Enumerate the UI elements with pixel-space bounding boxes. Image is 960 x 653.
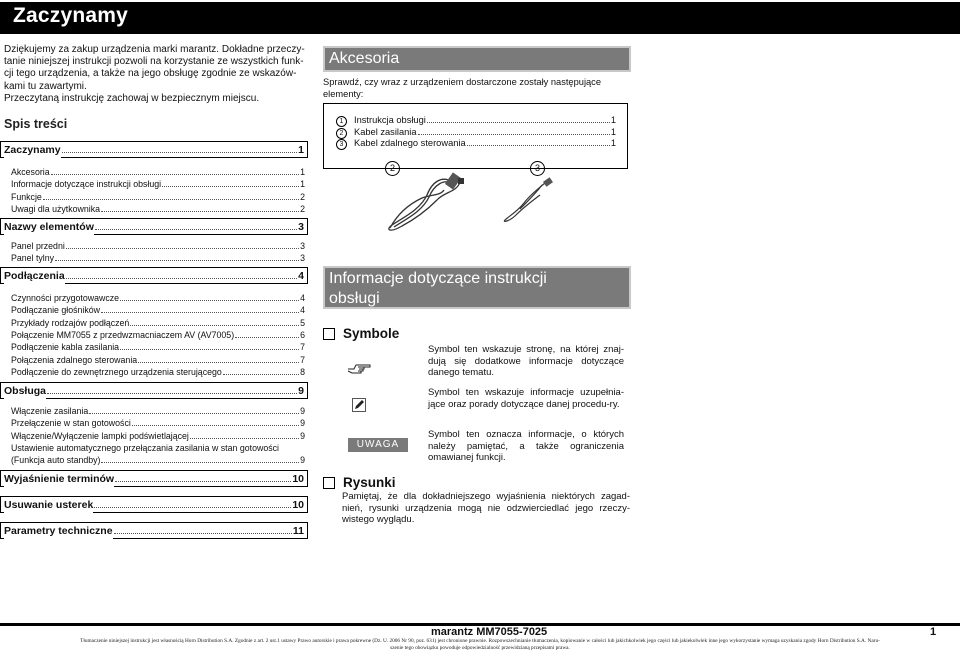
symbol-description: Symbol ten wskazuje informacje uzupełnia-jące oraz porady dotyczące danej procedu-ry. <box>428 387 624 410</box>
toc-item-page: 3 <box>300 241 305 251</box>
intro-line: Dziękujemy za zakup urządzenia marki marantz. Dokładne przeczy- <box>4 44 305 55</box>
leader-dots <box>223 374 299 375</box>
toc-section <box>0 141 308 158</box>
toc-item <box>11 178 305 190</box>
toc-section <box>0 218 308 235</box>
leader-dots <box>190 438 299 439</box>
accessory-item <box>336 115 616 127</box>
leader-dots <box>47 393 297 394</box>
toc-section-page: 10 <box>292 473 304 485</box>
number-circle: 3 <box>336 139 347 150</box>
accessories-title: Akcesoria <box>323 46 631 72</box>
toc-item-page: 1 <box>300 167 305 177</box>
power-cable-image <box>382 170 472 235</box>
toc-item <box>11 203 305 215</box>
toc-section-label: Zaczynamy <box>4 142 61 159</box>
instructions-title-line2: obsługi <box>329 290 380 307</box>
leader-dots <box>120 349 299 350</box>
leader-dots <box>89 413 299 414</box>
toc-section-label: Nazwy elementów <box>4 219 94 236</box>
toc-section-label: Parametry techniczne <box>4 523 113 540</box>
drawings-heading-label: Rysunki <box>343 475 396 490</box>
accessory-label: Kabel zasilania <box>354 126 417 137</box>
accessory-page: 1 <box>610 138 616 148</box>
uwaga-badge: UWAGA <box>348 438 408 452</box>
leader-dots <box>235 337 299 338</box>
drawings-text: Pamiętaj, że dla dokładniejszego wyjaśnienia niektórych zagad-nień, rysunki urządzenia mogą nie odzwierciedlać jego rzeczy-wistego wyglądu. <box>342 491 630 526</box>
toc-item <box>11 405 305 417</box>
leader-dots <box>101 312 299 313</box>
toc-section-label: Usuwanie usterek <box>4 497 93 514</box>
toc-item <box>11 354 305 366</box>
leader-dots <box>162 186 299 187</box>
toc-item-label: Połączenie MM7055 z przedwzmacniaczem AV (AV7005) <box>11 329 235 340</box>
accessory-item <box>336 138 616 150</box>
image-label-3: 3 <box>530 161 545 176</box>
toc-item-page: 7 <box>300 354 305 365</box>
symbols-heading-label: Symbole <box>343 326 400 341</box>
toc-item <box>11 430 305 442</box>
toc-item <box>11 304 305 316</box>
toc-item-page: 4 <box>300 305 305 316</box>
leader-dots <box>418 134 610 135</box>
accessories-box <box>323 103 628 169</box>
toc-item <box>11 317 305 329</box>
toc-section <box>0 382 308 399</box>
accessory-item <box>336 127 616 139</box>
accessory-label: Kabel zdalnego sterowania <box>354 138 466 148</box>
toc-section-page: 4 <box>298 270 304 282</box>
toc-section-label: Wyjaśnienie terminów <box>4 471 114 488</box>
toc-section-page: 1 <box>298 144 304 156</box>
leader-dots <box>95 229 297 230</box>
toc-item-page: 5 <box>300 317 305 328</box>
leader-dots <box>427 122 610 123</box>
toc-item-page: 9 <box>300 430 305 441</box>
toc-item-page: 9 <box>300 418 305 429</box>
image-label-2: 2 <box>385 161 400 176</box>
toc-item-page: 8 <box>300 366 305 377</box>
toc-item-page: 2 <box>300 203 305 214</box>
number-circle: 1 <box>336 116 347 127</box>
toc-section <box>0 522 308 539</box>
copyright-line: szenie tego obowiązku powoduje odpowiedzialność przewidzianą przepisami prawa. <box>390 645 570 651</box>
pencil-note-icon <box>352 398 366 412</box>
toc-item <box>11 240 305 252</box>
leader-dots <box>43 199 299 200</box>
toc-item-label: Włączenie/Wyłączenie lampki podświetlającej <box>11 430 189 441</box>
number-circle: 2 <box>336 128 347 139</box>
toc-item-page: 2 <box>300 191 305 202</box>
toc-item-label: Uwagi dla użytkownika <box>11 203 100 214</box>
intro-line: tanie niniejszej instrukcji pozwoli na korzystanie ze wszystkich funk- <box>4 56 304 68</box>
toc-item <box>11 366 305 378</box>
toc-item-label: Przełączenie w stan gotowości <box>11 418 131 429</box>
toc-item-page: 1 <box>300 179 305 190</box>
toc-item-label: Informacje dotyczące instrukcji obsługi <box>11 179 162 190</box>
accessory-page: 1 <box>610 126 616 137</box>
toc-item-label: Panel przedni <box>11 241 65 251</box>
toc-item-label: Połączenia zdalnego sterowania <box>11 354 138 365</box>
toc-section-label: Podłączenia <box>4 268 65 285</box>
toc-item <box>11 166 305 178</box>
drawings-heading <box>323 475 396 490</box>
leader-dots <box>66 278 297 279</box>
toc-item-label: Ustawienie automatycznego przełączania zasilania w stan gotowości <box>11 442 279 453</box>
toc-item-label: Podłączenie kabla zasilania <box>11 342 120 353</box>
instructions-title-line1: Informacje dotyczące instrukcji <box>329 270 547 287</box>
page-title: Zaczynamy <box>13 4 129 27</box>
toc-item-page: 6 <box>300 329 305 340</box>
intro-line: kami tu zawartymi. <box>4 80 87 92</box>
toc-item-label: (Funkcja auto standby) <box>11 455 101 466</box>
accessories-text: Sprawdź, czy wraz z urządzeniem dostarczone zostały następujące elementy: <box>323 77 602 99</box>
intro-line: Przeczytaną instrukcję zachowaj w bezpiecznym miejscu. <box>4 92 260 104</box>
leader-dots <box>51 174 299 175</box>
pointing-hand-icon <box>346 359 372 375</box>
leader-dots <box>132 425 299 426</box>
toc-section-label: Obsługa <box>4 383 46 400</box>
checkbox-icon <box>323 328 335 340</box>
toc-item-label: Podłączenie do zewnętrznego urządzenia sterującego <box>11 366 222 377</box>
toc-item-label: Włączenie zasilania <box>11 406 89 416</box>
toc-section <box>0 470 308 487</box>
symbols-heading <box>323 326 399 341</box>
toc-item-page: 4 <box>300 293 305 303</box>
leader-dots <box>66 248 299 249</box>
leader-dots <box>94 507 291 508</box>
leader-dots <box>114 533 292 534</box>
toc-item <box>11 341 305 353</box>
leader-dots <box>138 362 299 363</box>
toc-item <box>11 191 305 203</box>
toc-item <box>11 442 305 454</box>
copyright-note <box>0 638 960 652</box>
footer-model: marantz MM7055-7025 <box>431 626 548 638</box>
toc-item <box>11 454 305 466</box>
leader-dots <box>115 481 291 482</box>
copyright-line: Tłumaczenie niniejszej instrukcji jest własnością Horn Distribution S.A. Zgodnie z art. 2 ust.1 ustawy Prawo autorskie i prawa pokrewne (Dz. U. 2006 Nr 90, poz. 631) jest chronione prawnie. Rozpowszechnianie tłumaczenia, kopiowanie w całości lub jakichkolwiek jego części lub jakiekolwiek inne jego wykorzystanie wymaga uzyskania zgody Horn Distribution S.A. Naru- <box>80 638 880 644</box>
toc-section <box>0 496 308 513</box>
toc-item-page: 7 <box>300 342 305 353</box>
toc-section-page: 11 <box>292 525 304 537</box>
instructions-title <box>323 266 631 309</box>
accessory-page: 1 <box>610 115 616 125</box>
toc-item-page: 3 <box>300 253 305 264</box>
toc-section <box>0 267 308 284</box>
page-number: 1 <box>930 626 937 638</box>
toc-item-label: Panel tylny <box>11 253 55 264</box>
symbol-description: Symbol ten oznacza informacje, o których należy pamiętać, a także ograniczenia omawianej funkcji. <box>428 429 624 464</box>
leader-dots <box>101 211 299 212</box>
toc-item <box>11 252 305 264</box>
toc-item <box>11 329 305 341</box>
table-of-contents <box>0 0 320 600</box>
toc-item-page: 9 <box>300 406 305 416</box>
toc-item-label: Funkcje <box>11 191 42 202</box>
toc-item-label: Akcesoria <box>11 167 50 177</box>
remote-cable-image <box>500 175 560 225</box>
checkbox-icon <box>323 477 335 489</box>
intro-line: cji tego urządzenia, a także na jego obsługę zgodnie ze wskazów- <box>4 68 297 80</box>
leader-dots <box>101 462 299 463</box>
toc-section-page: 3 <box>298 221 304 233</box>
toc-item-label: Podłączanie głośników <box>11 305 100 316</box>
toc-item-label: Przykłady rodzajów podłączeń <box>11 317 130 328</box>
toc-item-label: Czynności przygotowawcze <box>11 293 120 303</box>
toc-item-page: 9 <box>300 455 305 466</box>
toc-item <box>11 417 305 429</box>
symbol-description: Symbol ten wskazuje stronę, na której znaj-dują się dodatkowe informacje dotyczące danego tematu. <box>428 344 624 379</box>
toc-section-page: 10 <box>292 499 304 511</box>
leader-dots <box>467 145 610 146</box>
leader-dots <box>120 300 299 301</box>
toc-heading: Spis treści <box>4 117 68 131</box>
leader-dots <box>55 260 299 261</box>
toc-section-page: 9 <box>298 385 304 397</box>
leader-dots <box>62 152 298 153</box>
accessory-label: Instrukcja obsługi <box>354 115 426 125</box>
leader-dots <box>130 325 299 326</box>
toc-item <box>11 292 305 304</box>
